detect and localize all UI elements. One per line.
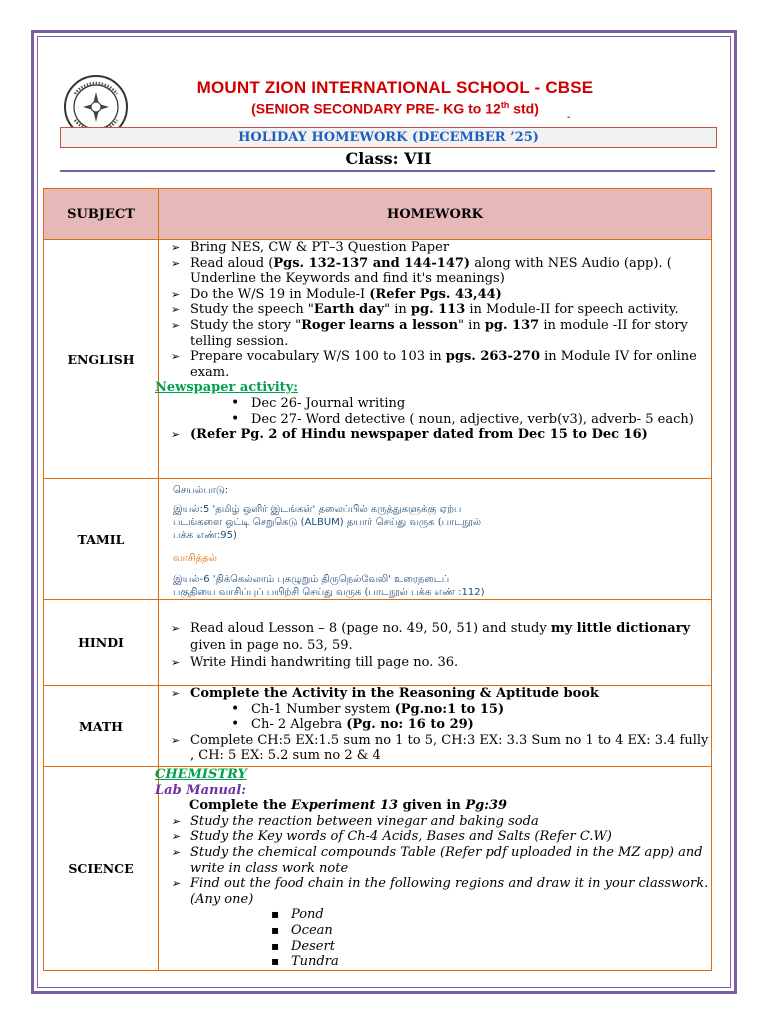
tamil-activity-label: செயல்பாடு: [173,485,229,496]
homework-math [159,686,712,767]
homework-tamil [159,479,712,600]
stray-mark: - [567,112,571,123]
tamil-line: இயல்:5 'தமிழ் ஒளிர் இடங்கள்' தலைப்பில் கருத்துகளுக்கு ஏற்ப [173,504,462,515]
homework-table [43,188,712,971]
list-item: ➢ Prepare vocabulary W/S 100 to 103 in pgs. 263-270 in Module IV for online exam. [159,349,711,380]
list-item: ➢ Complete CH:5 EX:1.5 sum no 1 to 5, CH:3 EX: 3.3 Sum no 1 to 4 EX: 3.4 fully , CH: 5 EX: 5.2 sum no 2 & 4 [159,733,711,764]
list-item: ➢ Read aloud Lesson – 8 (page no. 49, 50, 51) and study my little dictionary given in page no. 53, 59. [159,620,711,654]
experiment-line: Complete the Experiment 13 given in Pg:39 [189,798,508,814]
list-item: ➢ Study the speech "Earth day" in pg. 113 in Module-II for speech activity. [159,302,711,318]
class-divider [60,170,715,172]
newspaper-activity-heading: Newspaper activity: [155,380,299,396]
table-row-math [44,686,712,767]
subject-column-header: SUBJECT [44,189,159,240]
list-item: ➢ Write Hindi handwriting till page no. 36. [159,654,711,671]
subject-hindi: HINDI [44,600,159,686]
list-item: • Dec 26- Journal writing [229,396,711,412]
school-name: MOUNT ZION INTERNATIONAL SCHOOL - CBSE [196,78,594,97]
subject-english: ENGLISH [44,240,159,479]
homework-english [155,240,712,479]
list-item: ➢ Study the story "Roger learns a lesson" in pg. 137 in module -II for story telling session. [159,318,711,349]
holiday-homework-banner: HOLIDAY HOMEWORK (DECEMBER ’25) [60,127,717,148]
english-list-2 [159,427,711,443]
math-sublist [159,702,711,733]
table-header-row [44,189,712,240]
newspaper-list [159,396,711,427]
list-item: • Ch-1 Number system (Pg.no:1 to 15) [229,702,711,718]
region-list [159,907,711,969]
list-item: ➢ Complete the Activity in the Reasoning & Aptitude book [159,686,711,702]
table-row-tamil [44,479,712,600]
chemistry-heading: CHEMISTRY [155,767,247,782]
subject-tamil: TAMIL [44,479,159,600]
list-item: ➢ Find out the food chain in the following regions and draw it in your classwork. (Any one) [159,876,711,907]
homework-column-header: HOMEWORK [159,189,712,240]
list-item: ➢ Bring NES, CW & PT–3 Question Paper [159,240,711,256]
tamil-line: பகுதியை வாசிப்புப் பயிற்சி செய்து வருக (பாடநூல் பக்க எண் :112) [173,587,485,598]
table-row-hindi [44,600,712,686]
list-item: ➢ Study the chemical compounds Table (Refer pdf uploaded in the MZ app) and write in class work note [159,845,711,876]
list-item: ▪ Tundra [271,954,711,970]
list-item: • Ch- 2 Algebra (Pg. no: 16 to 29) [229,717,711,733]
list-item: ▪ Ocean [271,923,711,939]
science-list [159,814,711,908]
lab-manual-heading: Lab Manual: [155,782,247,798]
class-title: Class: VII [345,149,432,168]
homework-hindi [159,600,712,686]
list-item: ➢ Study the reaction between vinegar and baking soda [159,814,711,830]
hindi-list [159,620,711,671]
list-item: ➢ Read aloud (Pgs. 132-137 and 144-147) along with NES Audio (app). ( Underline the Keywords and find it's meanings) [159,256,711,287]
english-list [159,240,711,380]
list-item: ▪ Desert [271,939,711,955]
tamil-line: பக்க எண்:95) [173,530,237,541]
table-row-english [44,240,712,479]
tamil-line: படங்களை ஒட்டி செறுகெடு (ALBUM) தயார் செய்து வருக (பாடநூல் [173,517,482,528]
list-item: • Dec 27- Word detective ( noun, adjective, verb(v3), adverb- 5 each) [229,412,711,428]
list-item: ➢ Study the Key words of Ch-4 Acids, Bases and Salts (Refer C.W) [159,829,711,845]
subject-science: SCIENCE [44,767,159,971]
tamil-reading-label: வாசித்தல் [173,553,217,564]
school-subtitle: (SENIOR SECONDARY PRE- KG to 12th std) [251,100,539,117]
math-list-2 [159,733,711,764]
homework-science [155,767,712,971]
table-row-science [44,767,712,971]
list-item: ➢ (Refer Pg. 2 of Hindu newspaper dated from Dec 15 to Dec 16) [159,427,711,443]
tamil-line: இயல்-6 'திக்கெல்லாம் புகழுறும் திருநெல்வேலி' உரைநடைப் [173,574,450,585]
list-item: ➢ Do the W/S 19 in Module-I (Refer Pgs. 43,44) [159,287,711,303]
list-item: ▪ Pond [271,907,711,923]
subject-math: MATH [44,686,159,767]
math-list [159,686,711,702]
